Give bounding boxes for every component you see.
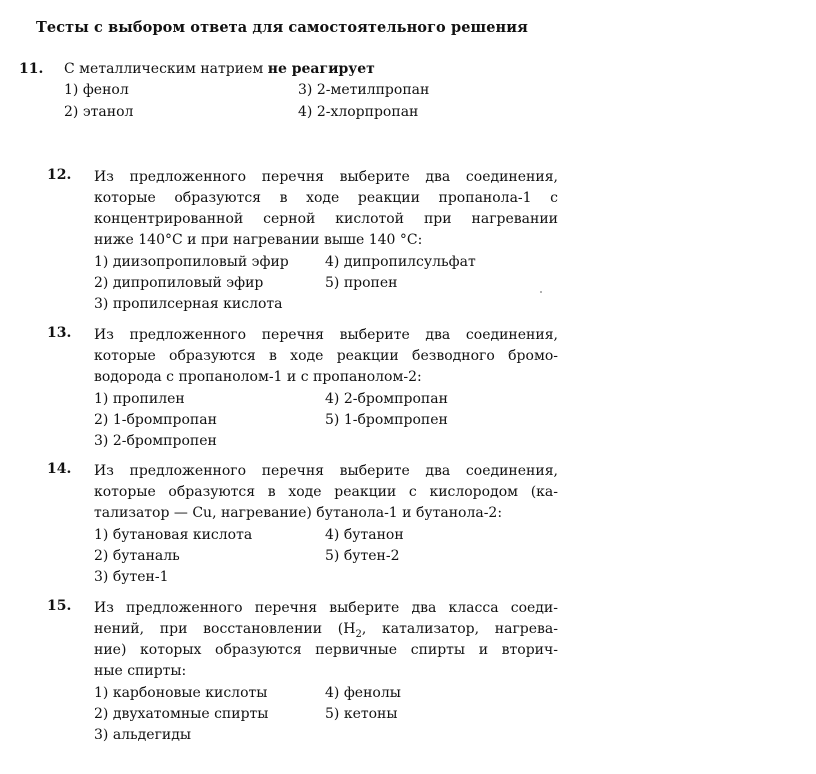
question-13-option-1: 1) пропилен: [94, 391, 185, 407]
question-11-text-bold: не реагирует: [267, 61, 375, 77]
question-15-line: ние) которых образуются первичные спирты и вторич-: [94, 642, 558, 658]
question-12-line: которые образуются в ходе реакции пропанола-1 с: [94, 190, 558, 206]
question-15-option-5: 5) кетоны: [325, 706, 398, 722]
question-14-line: тализатор — Cu, нагревание) бутанола-1 и бутанола-2:: [94, 505, 503, 521]
question-12-option-4: 4) дипропилсульфат: [325, 254, 476, 270]
question-15-line: [94, 619, 558, 640]
question-11-option-1: 1) фенол: [64, 82, 129, 98]
question-14-option-3: 3) бутен-1: [94, 569, 169, 585]
question-11-option-2: 2) этанол: [64, 104, 134, 120]
question-15-line2-b: , катализатор, нагрева-: [361, 621, 558, 637]
question-15-option-2: 2) двухатомные спирты: [94, 706, 269, 722]
question-15-text: [94, 598, 558, 682]
question-12-line: ниже 140°С и при нагревании выше 140 °С:: [94, 232, 423, 248]
question-12-option-3: 3) пропилсерная кислота: [94, 296, 283, 312]
page-title: Тесты с выбором ответа для самостоятельного решения: [36, 19, 528, 36]
question-13-line: водорода с пропанолом-1 и с пропанолом-2:: [94, 369, 422, 385]
question-11-text-prefix: С металлическим натрием: [64, 61, 264, 77]
question-11-option-4: 4) 2-хлорпропан: [298, 104, 419, 120]
question-15-number: 15.: [47, 598, 72, 614]
question-15-line: ные спирты:: [94, 663, 187, 679]
question-11-text: [64, 61, 375, 77]
question-13-number: 13.: [47, 325, 72, 341]
question-14-text: [94, 461, 558, 524]
question-13-option-4: 4) 2-бромпропан: [325, 391, 448, 407]
scan-speck: [540, 291, 542, 293]
question-12-option-5: 5) пропен: [325, 275, 398, 291]
question-15-line: Из предложенного перечня выберите два класса соеди-: [94, 600, 558, 616]
question-15-line2-a: нений, при восстановлении (H: [94, 621, 356, 637]
question-12-line: Из предложенного перечня выберите два соединения,: [94, 169, 558, 185]
question-12-option-2: 2) дипропиловый эфир: [94, 275, 264, 291]
question-13-option-3: 3) 2-бромпропен: [94, 433, 217, 449]
question-12-line: концентрированной серной кислотой при нагревании: [94, 211, 558, 227]
question-12-text: [94, 167, 558, 251]
question-14-option-5: 5) бутен-2: [325, 548, 400, 564]
question-13-line: которые образуются в ходе реакции безводного бромо-: [94, 348, 558, 364]
question-12-number: 12.: [47, 167, 72, 183]
question-13-option-2: 2) 1-бромпропан: [94, 412, 217, 428]
question-14-option-2: 2) бутаналь: [94, 548, 180, 564]
question-12-option-1: 1) диизопропиловый эфир: [94, 254, 289, 270]
question-14-line: которые образуются в ходе реакции с кислородом (ка-: [94, 484, 558, 500]
question-15-option-1: 1) карбоновые кислоты: [94, 685, 268, 701]
question-13-line: Из предложенного перечня выберите два соединения,: [94, 327, 558, 343]
question-15-option-4: 4) фенолы: [325, 685, 401, 701]
question-11-number: 11.: [19, 61, 44, 77]
question-15-line2-sub: 2: [355, 628, 362, 640]
question-14-line: Из предложенного перечня выберите два соединения,: [94, 463, 558, 479]
question-13-option-5: 5) 1-бромпропен: [325, 412, 448, 428]
question-15-option-3: 3) альдегиды: [94, 727, 192, 743]
question-14-option-4: 4) бутанон: [325, 527, 404, 543]
question-14-option-1: 1) бутановая кислота: [94, 527, 253, 543]
question-14-number: 14.: [47, 461, 72, 477]
question-13-text: [94, 325, 558, 388]
question-11-option-3: 3) 2-метилпропан: [298, 82, 430, 98]
